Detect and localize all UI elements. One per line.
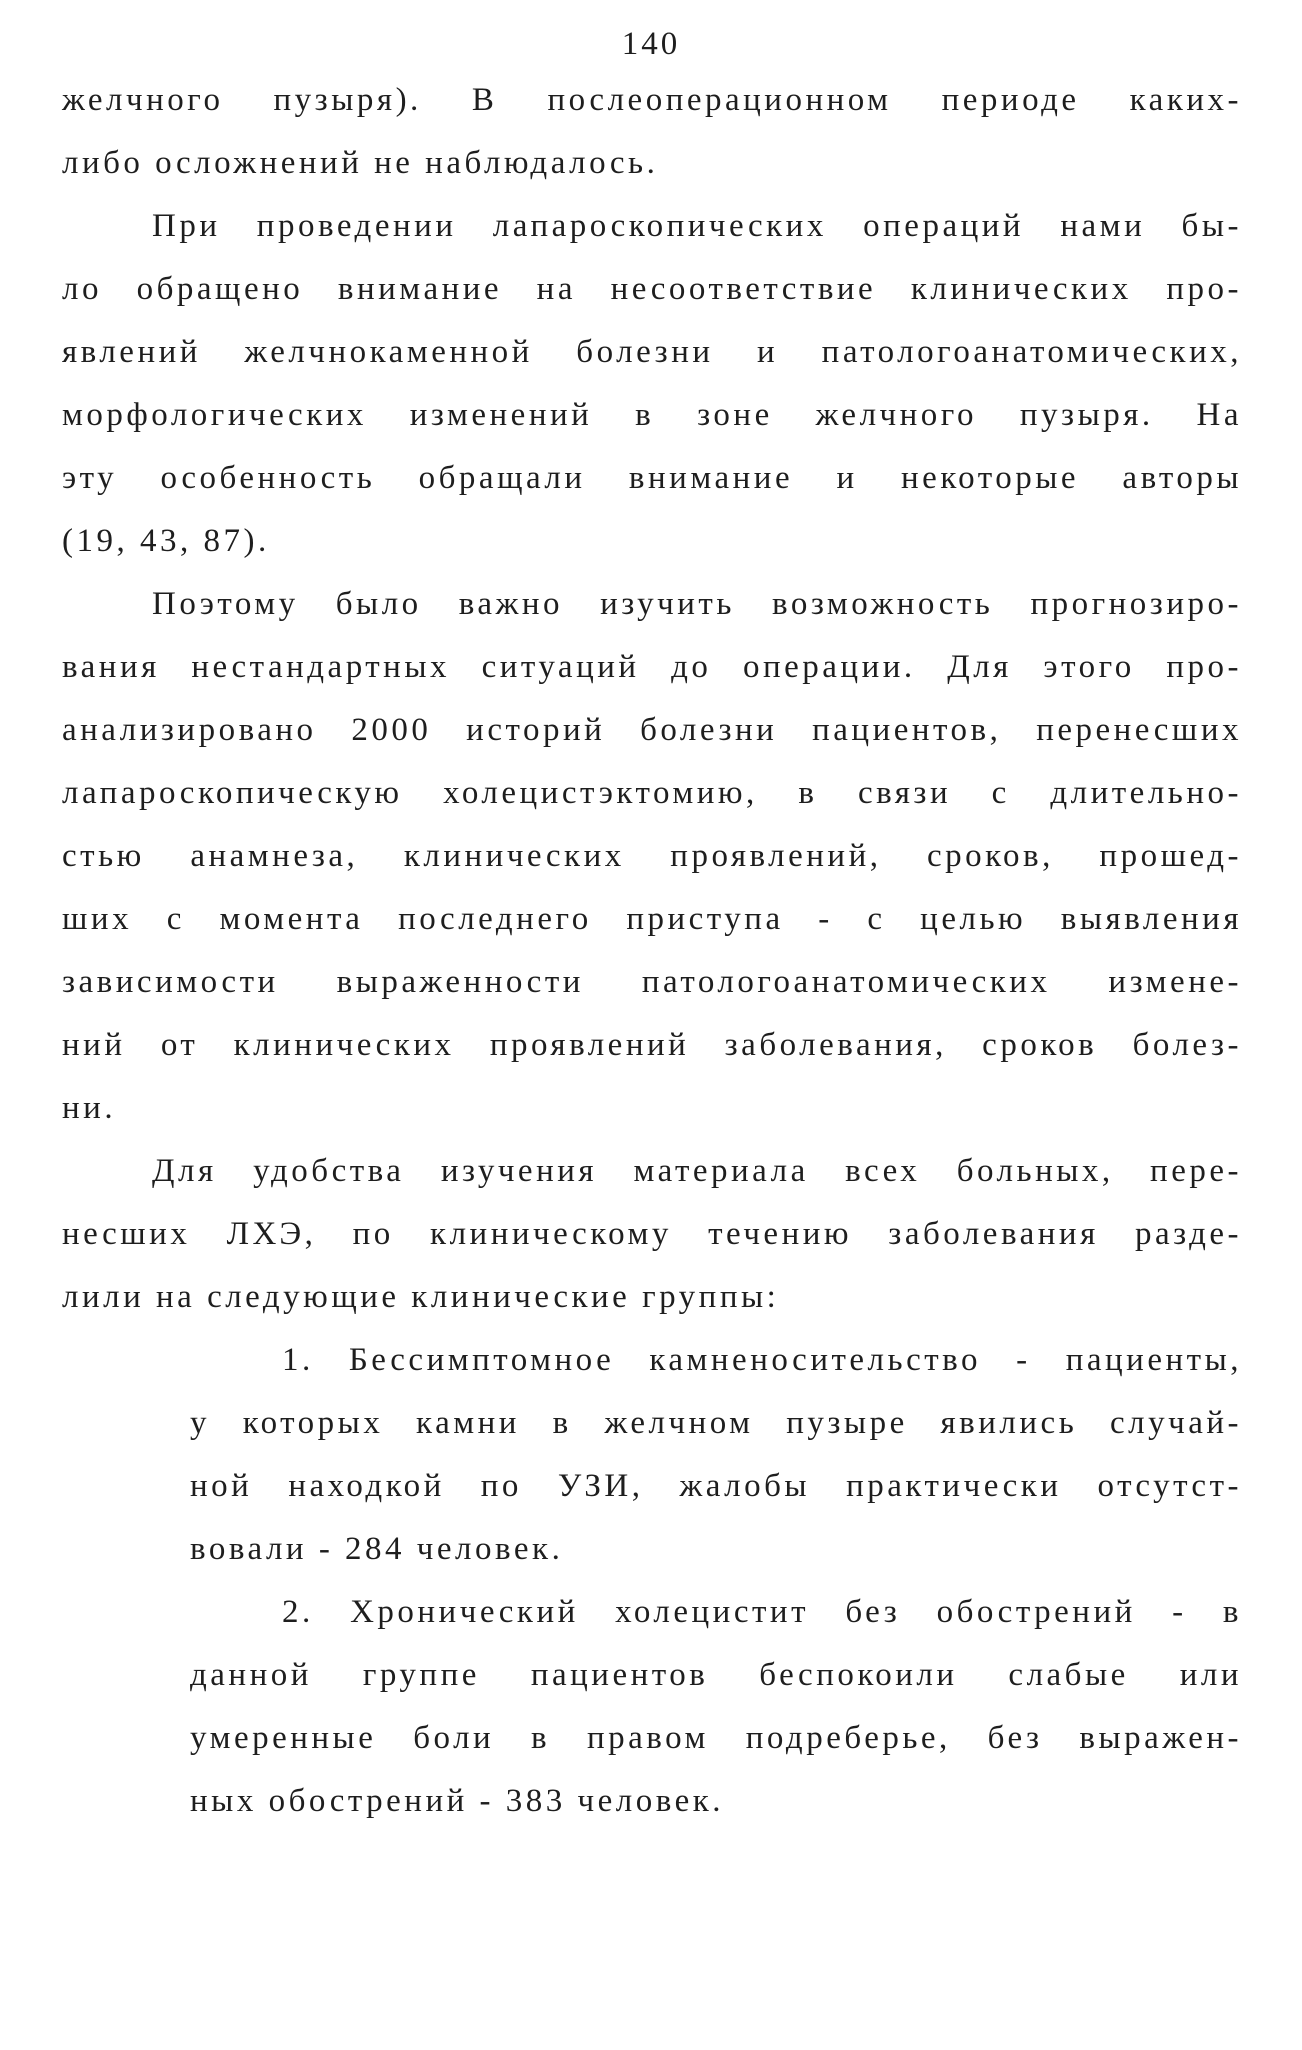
text-line: ний от клинических проявлений заболевания, сроков болез- bbox=[62, 1027, 1242, 1063]
text-line: стью анамнеза, клинических проявлений, сроков, прошед- bbox=[62, 838, 1242, 874]
list-item-2-line: данной группе пациентов беспокоили слабые или bbox=[190, 1657, 1242, 1693]
paragraph-first-line: Для удобства изучения материала всех больных, пере- bbox=[152, 1153, 1242, 1189]
text-line: лапароскопическую холецистэктомию, в связи с длительно- bbox=[62, 775, 1242, 811]
text-line: явлений желчнокаменной болезни и патологоанатомических, bbox=[62, 334, 1242, 370]
text-line: либо осложнений не наблюдалось. bbox=[62, 145, 659, 181]
text-line: желчного пузыря). В послеоперационном периоде каких- bbox=[62, 82, 1242, 118]
text-line: эту особенность обращали внимание и некоторые авторы bbox=[62, 460, 1242, 496]
text-line: несших ЛХЭ, по клиническому течению заболевания разде- bbox=[62, 1216, 1242, 1252]
text-line: (19, 43, 87). bbox=[62, 523, 270, 559]
text-line: морфологических изменений в зоне желчного пузыря. На bbox=[62, 397, 1242, 433]
list-item-1-line: ной находкой по УЗИ, жалобы практически отсутст- bbox=[190, 1468, 1242, 1504]
text-line: лили на следующие клинические группы: bbox=[62, 1279, 780, 1315]
list-item-1-first-line: 1. Бессимптомное камненосительство - пациенты, bbox=[282, 1342, 1242, 1378]
list-item-2-line: умеренные боли в правом подреберье, без выражен- bbox=[190, 1720, 1242, 1756]
paragraph-first-line: При проведении лапароскопических операций нами бы- bbox=[152, 208, 1242, 244]
list-item-2-line: ных обострений - 383 человек. bbox=[190, 1783, 725, 1819]
text-line: анализировано 2000 историй болезни пациентов, перенесших bbox=[62, 712, 1242, 748]
text-line: ло обращено внимание на несоответствие клинических про- bbox=[62, 271, 1242, 307]
paragraph-first-line: Поэтому было важно изучить возможность прогнозиро- bbox=[152, 586, 1242, 622]
list-item-2-first-line: 2. Хронический холецистит без обострений - в bbox=[282, 1594, 1242, 1630]
text-line: ших с момента последнего приступа - с целью выявления bbox=[62, 901, 1242, 937]
text-line: вания нестандартных ситуаций до операции. Для этого про- bbox=[62, 649, 1242, 685]
list-item-1-line: у которых камни в желчном пузыре явились случай- bbox=[190, 1405, 1242, 1441]
text-line: зависимости выраженности патологоанатомических измене- bbox=[62, 964, 1242, 1000]
text-line: ни. bbox=[62, 1090, 117, 1126]
list-item-1-line: вовали - 284 человек. bbox=[190, 1531, 564, 1567]
page-number: 140 bbox=[621, 26, 681, 62]
